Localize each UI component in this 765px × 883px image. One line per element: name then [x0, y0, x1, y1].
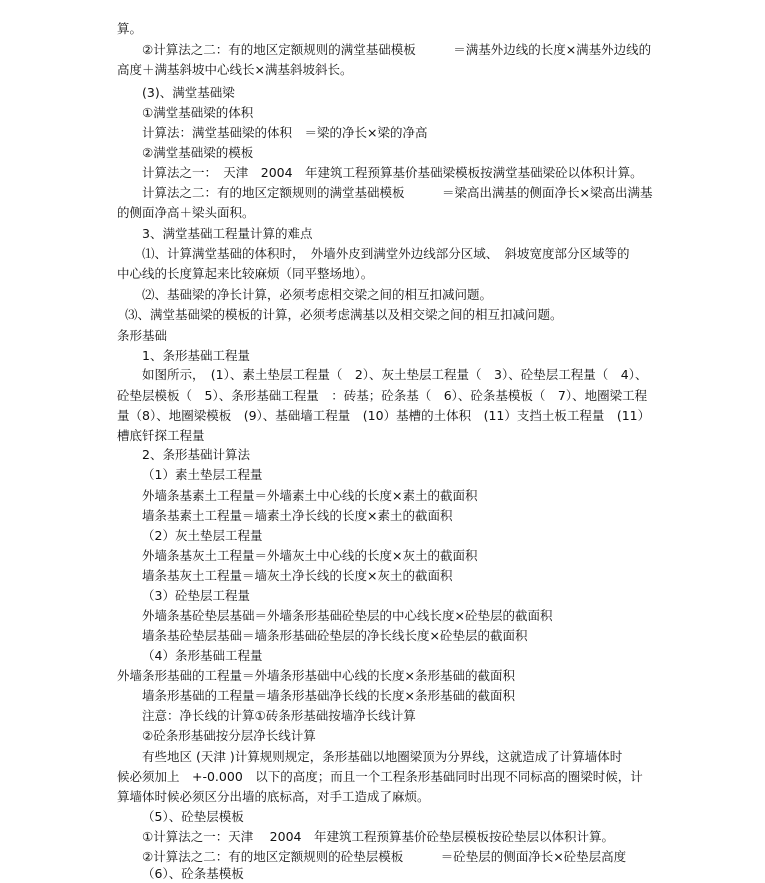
text-line: 中心线的长度算起来比较麻烦（同平整场地）。 [117, 266, 374, 281]
text-line: ②计算法之二：有的地区定额规则的砼垫层模板 ＝砼垫层的侧面净长×砼垫层高度 [142, 849, 627, 864]
text-line: 墙条形基础的工程量＝墙条形基础净长线的长度×条形基础的截面积 [142, 688, 515, 703]
text-line: (3)、满堂基础梁 [142, 85, 235, 100]
text-line: 砼垫层模板（ 5）、条形基础工程量 ：砖基；砼条基（ 6）、砼条基模板（ 7）、地圈梁工程 [117, 388, 648, 403]
text-line: 墙条基砼垫层基础＝墙条形基础砼垫层的净长线长度×砼垫层的截面积 [142, 628, 528, 643]
text-line: ②计算法之二：有的地区定额规则的满堂基础模板 ＝满基外边线的长度×满基外边线的 [142, 42, 652, 57]
text-line: 2、条形基础计算法 [142, 447, 250, 462]
text-line: 有些地区 (天津 )计算规则规定，条形基础以地圈梁顶为分界线，这就造成了计算墙体时 [142, 749, 623, 764]
text-line: （6）、砼条基模板 [142, 866, 244, 881]
text-line: ⑴、计算满堂基础的体积时， 外墙外皮到满堂外边线部分区域、 斜坡宽度部分区域等的 [142, 246, 630, 261]
text-line: 计算法之二：有的地区定额规则的满堂基础模板 ＝梁高出满基的侧面净长×梁高出满基 [142, 185, 653, 200]
text-line: （4）条形基础工程量 [142, 648, 263, 663]
text-line: （2）灰土垫层工程量 [142, 528, 263, 543]
text-line: （5）、砼垫层模板 [142, 809, 244, 824]
text-line: 墙条基灰土工程量＝墙灰土净长线的长度×灰土的截面积 [142, 568, 453, 583]
text-line: 如图所示， (1）、素土垫层工程量（ 2）、灰土垫层工程量（ 3）、砼垫层工程量（ 4）、 [142, 367, 648, 382]
text-line: 注意：净长线的计算①砖条形基础按墙净长线计算 [142, 708, 416, 723]
text-line: ②砼条形基础按分层净长线计算 [142, 728, 316, 743]
text-line: ⑵、基础梁的净长计算，必须考虑相交梁之间的相互扣减问题。 [142, 287, 493, 302]
text-line: （3）砼垫层工程量 [142, 588, 250, 603]
text-line: （1）素土垫层工程量 [142, 467, 263, 482]
text-line: 计算法之一： 天津 2004 年建筑工程预算基价基础梁模板按满堂基础梁砼以体积计算。 [142, 165, 643, 180]
text-line: ①计算法之一：天津 2004 年建筑工程预算基价砼垫层模板按砼垫层以体积计算。 [142, 829, 614, 844]
text-line: ②满堂基础梁的模板 [142, 145, 254, 160]
text-line: 高度＋满基斜坡中心线长×满基斜坡斜长。 [117, 62, 353, 77]
text-line: 外墙条基素土工程量＝外墙素土中心线的长度×素土的截面积 [142, 488, 478, 503]
text-line: 3、满堂基础工程量计算的难点 [142, 226, 313, 241]
text-line: 外墙条基砼垫层基础＝外墙条形基础砼垫层的中心线长度×砼垫层的截面积 [142, 608, 553, 623]
text-line: 算。 [117, 21, 143, 36]
text-line: 算墙体时候必须区分出墙的底标高，对手工造成了麻烦。 [117, 789, 430, 804]
text-line: 墙条基素土工程量＝墙素土净长线的长度×素土的截面积 [142, 508, 453, 523]
text-line: ①满堂基础梁的体积 [142, 105, 254, 120]
text-line: 槽底钎探工程量 [117, 428, 205, 443]
text-line: 外墙条基灰土工程量＝外墙灰土中心线的长度×灰土的截面积 [142, 548, 478, 563]
text-line: 1、条形基础工程量 [142, 348, 250, 363]
text-line: 的侧面净高＋梁头面积。 [117, 205, 255, 220]
section-heading: 条形基础 [117, 328, 168, 343]
text-line: 计算法：满堂基础梁的体积 ＝梁的净长×梁的净高 [142, 125, 428, 140]
text-line: 候必须加上 +-0.000 以下的高度；而且一个工程条形基础同时出现不同标高的圈梁时候，计 [117, 769, 643, 784]
text-line: 外墙条形基础的工程量＝外墙条形基础中心线的长度×条形基础的截面积 [117, 668, 515, 683]
text-line: 量（8）、地圈梁模板 (9）、基础墙工程量 (10）基槽的土体积 (11）支挡土板工程量 (11） [117, 408, 651, 423]
text-line: ⑶、满堂基础梁的模板的计算，必须考虑满基以及相交梁之间的相互扣减问题。 [125, 307, 563, 322]
